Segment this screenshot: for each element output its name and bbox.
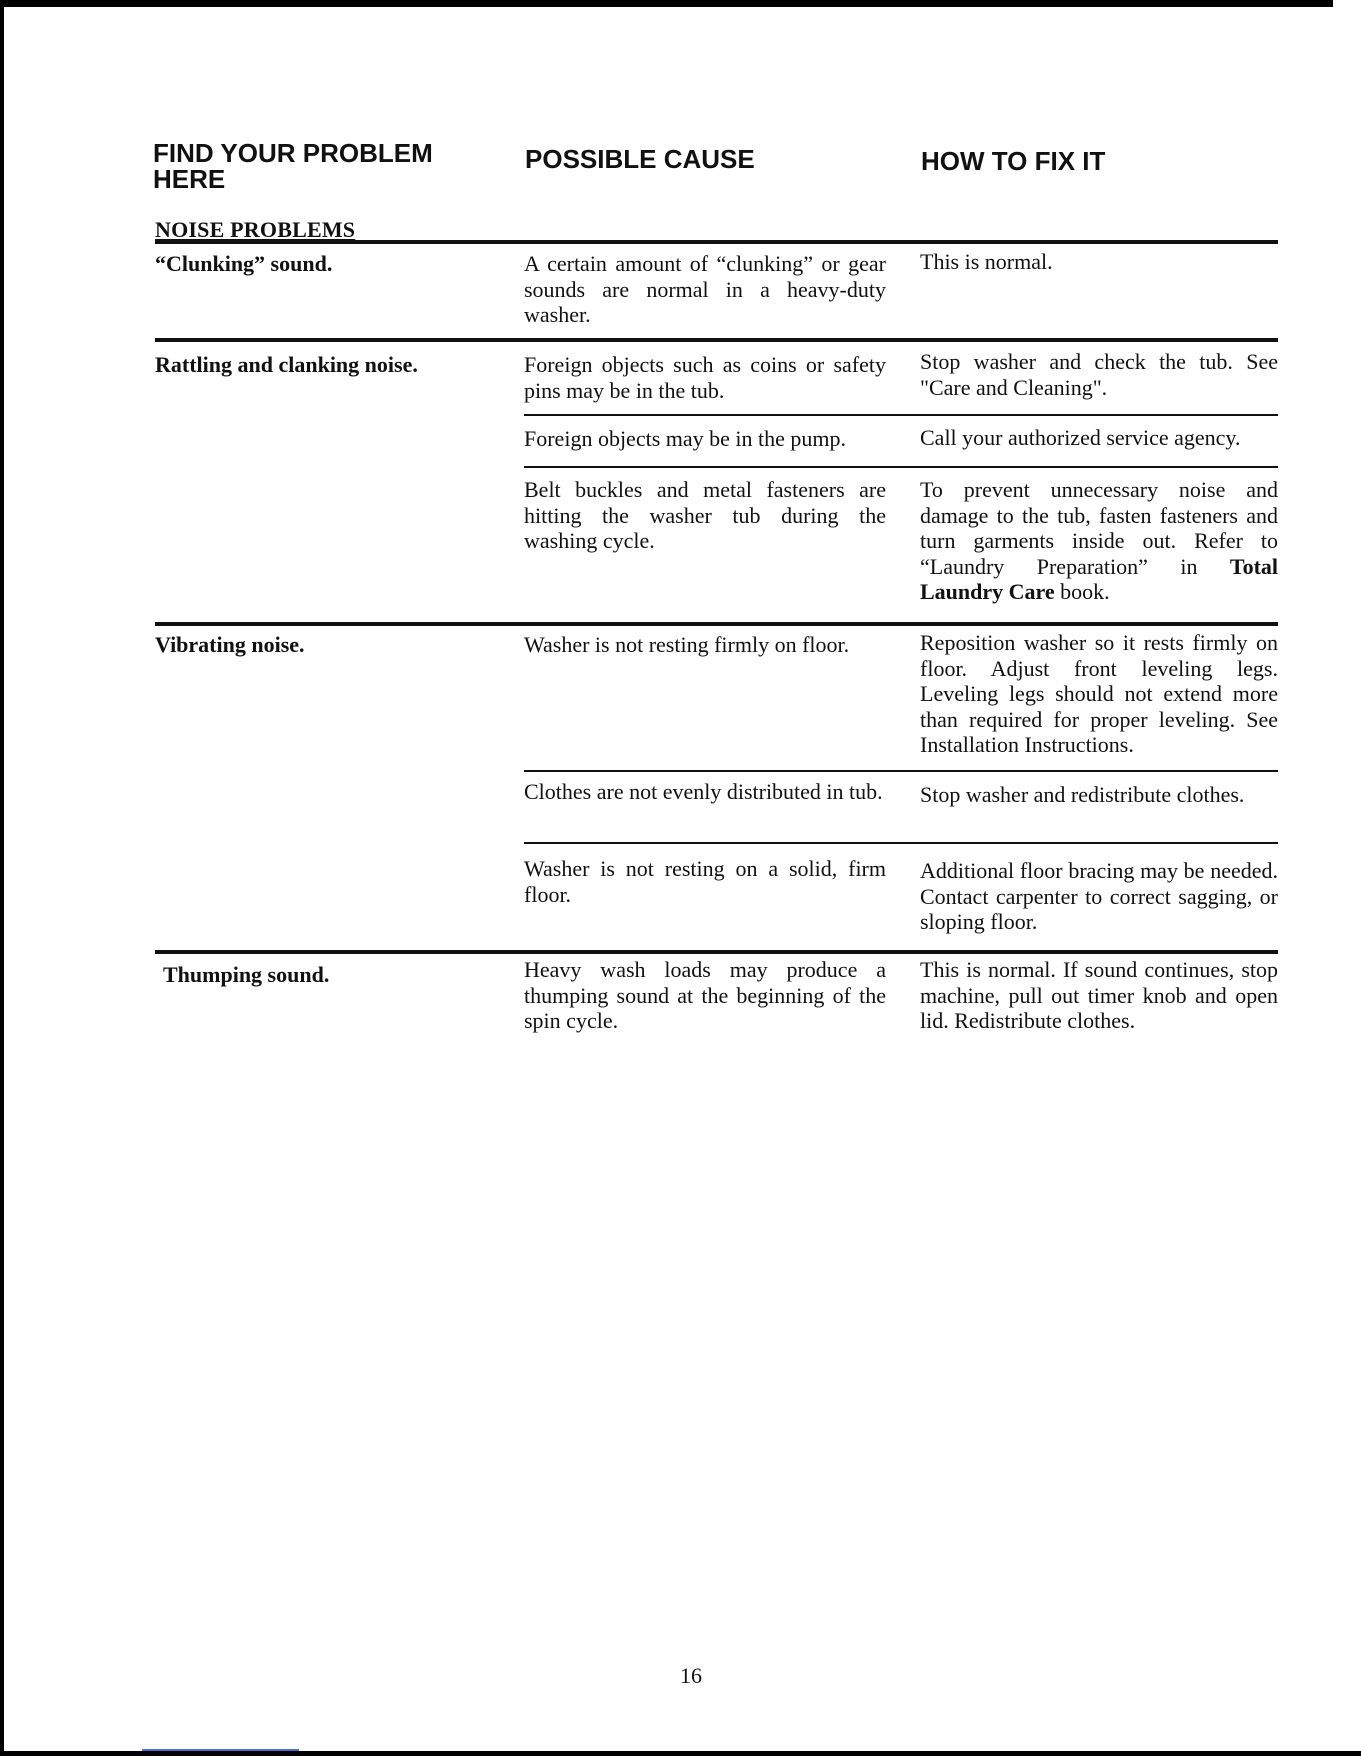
fix-text-part: book.	[1060, 579, 1110, 604]
fix-text: Reposition washer so it rests firmly on floor. Adjust front leveling legs. Leveling legs should not extend more than required for proper leveling. See Installation Instructions.	[920, 630, 1278, 757]
cause-text: Foreign objects such as coins or safety pins may be in the tub.	[524, 352, 886, 403]
fix-text: Additional floor bracing may be needed. Contact carpenter to correct sagging, or sloping floor.	[920, 858, 1278, 934]
row-divider	[155, 622, 1278, 626]
cause-text: Washer is not resting firmly on floor.	[524, 632, 850, 657]
cause-text: Washer is not resting on a solid, firm floor.	[524, 856, 886, 907]
sub-row-divider	[524, 842, 1278, 844]
header-find-your-problem: FIND YOUR PROBLEM HERE	[153, 138, 433, 194]
sub-row-divider	[524, 414, 1278, 416]
cause-text: Foreign objects may be in the pump.	[524, 426, 846, 451]
book-title: Total Laundry Care	[920, 553, 1279, 604]
fix-text: Call your authorized service agency.	[920, 425, 1241, 450]
fix-text-part: To prevent unnecessary noise and damage to the tub, fasten fasteners and turn garments inside out. Refer to “Laundry Preparation” in	[920, 477, 1278, 579]
fix-text	[920, 477, 1278, 605]
problem-clunking: “Clunking” sound.	[155, 251, 333, 276]
row-divider	[155, 338, 1278, 342]
fix-text: This is normal.	[920, 249, 1053, 274]
page-border-bottom	[0, 1751, 1361, 1756]
header-possible-cause: POSSIBLE CAUSE	[525, 144, 755, 174]
cause-text: Clothes are not evenly distributed in tub.	[524, 779, 883, 804]
cause-text: Belt buckles and metal fasteners are hitting the washer tub during the washing cycle.	[524, 477, 886, 553]
page-number: 16	[680, 1663, 702, 1688]
row-divider	[155, 950, 1278, 954]
problem-thumping: Thumping sound.	[163, 962, 330, 987]
cause-text: Heavy wash loads may produce a thumping sound at the beginning of the spin cycle.	[524, 957, 886, 1033]
problem-vibrating: Vibrating noise.	[155, 632, 305, 657]
page-border-left	[0, 0, 4, 1751]
scan-mark	[142, 1749, 299, 1751]
section-title-noise-problems: NOISE PROBLEMS	[155, 217, 356, 242]
fix-text: Stop washer and check the tub. See "Care and Cleaning".	[920, 349, 1278, 400]
header-how-to-fix-it: HOW TO FIX IT	[921, 146, 1106, 176]
sub-row-divider	[524, 466, 1278, 468]
cause-text: A certain amount of “clunking” or gear sounds are normal in a heavy-duty washer.	[524, 251, 886, 327]
section-rule	[155, 240, 1278, 244]
sub-row-divider	[524, 770, 1278, 772]
page-border-top	[0, 0, 1333, 7]
fix-text: This is normal. If sound continues, stop machine, pull out timer knob and open lid. Redistribute clothes.	[920, 957, 1278, 1033]
problem-rattling: Rattling and clanking noise.	[155, 352, 418, 377]
fix-text: Stop washer and redistribute clothes.	[920, 782, 1245, 807]
